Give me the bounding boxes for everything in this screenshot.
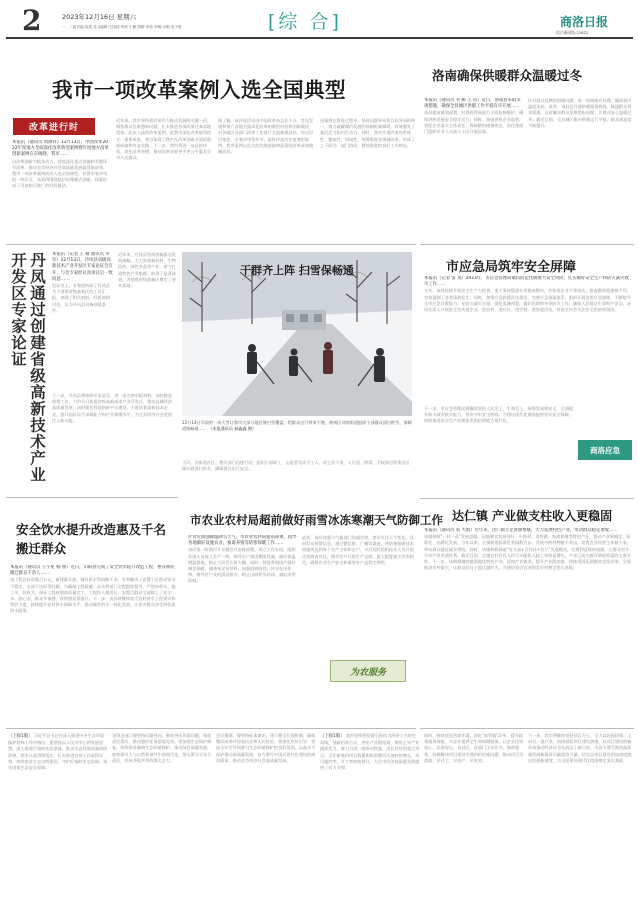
main-headline: 我市一项改革案例入选全国典型 <box>52 78 346 102</box>
pipes-article-col1: 本报讯（通讯员 李 姬 王 苗）近日，洛南县采取多项措施，确保全县城区供暖工作平稳有序开展…… 该县提前谋划部署，对供热管网进行全面检修维护，确保供热设施安全稳定运行。同时，加强供热企业监管，督促企业落实主体责任，保障燃料储备充足。县住建部门组织专业人员深入小区开展巡查。 <box>424 98 524 135</box>
continued-right-col2: 同时，持续优化营商环境，深化"放管服"改革，提升政务服务效能，为企业提供全生命周期服务，让企业投资放心、发展安心。各县区、各部门主动作为，靠前服务，协调解决项目建设中遇到的困难问题，推动项目早落地、早开工、早投产、早见效。 <box>424 733 524 763</box>
continued-left-label: （上接1版） <box>8 734 33 739</box>
left-divider-2 <box>6 497 178 498</box>
agri-title: 市农业农村局超前做好雨雪冰冻寒潮天气防御工作 <box>190 513 443 527</box>
reform-badge <box>13 118 95 135</box>
page-number: 2 <box>22 4 42 37</box>
center-fill-col: 当天，各街道社区、相关部门迅速行动，组织干部职工、志愿者及环卫工人，对主次干道、人行道、桥梁、学校周边等重点区域开展清扫作业，确保群众出行安全。 <box>182 460 410 472</box>
main-divider <box>6 244 416 245</box>
masthead-rule <box>6 37 633 39</box>
water-article: 本报讯（通讯员 王小星 杨 燕）近日，山阳县完成了安全饮水提升改造工程，惠及移民搬迁群众千余人…… 该工程总投资数百万元，新建蓄水池、铺设供水管网数千米，有效解决了安置小区群众饮水不稳定、水质不达标等问题。为确保工程质量，县水利部门全程跟踪督导，严把材料关、施工关、验收关，保证工程按期高质量完工。工程投入使用后，安置点群众全部喝上了安全水、放心水，群众幸福感、获得感显著提升。下一步，该县将继续加大农村供水工程建设和管护力度，持续提升农村供水保障水平，推动城乡供水一体化发展，让更多群众享受到优质供水服务。 <box>10 565 178 725</box>
weekday-text: 星期六 <box>116 13 137 21</box>
continued-right-col3: 下一步，我市将继续坚持项目为王，全力以赴抓招商、上项目、强产业，持续掀起项目建设热潮，以项目建设的新成效推动经济社会发展迈上新台阶，为奋力谱写陕西高质量发展新篇章贡献商洛力量，切实以项目建设的加速度跑出发展新速度，为全面建设现代化商洛奠定坚实基础。 <box>528 733 632 763</box>
agri-article-col2: 此外，该局加强与气象部门沟通会商，密切关注天气变化，及时发布预警信息，通过微信群、广播等渠道，将防寒保暖技术措施传达到每个生产主体和农户。灾后及时组织技术人员开展灾情调查评估，指导农户开展生产自救，最大限度减少灾害损失，确保农业生产安全和重要农产品稳定供给。 <box>302 535 414 565</box>
safety-byline: 本报讯（记者 雷 斐）2023年，市应急管理局紧扣防范化解重大安全风险，扎实做好安全生产和防灾减灾救灾工作…… <box>424 276 629 288</box>
masthead-right-info: 综合新闻版:23622 <box>556 30 589 35</box>
water-title-text: 安全饮水提升改造惠及千名搬迁群众 <box>16 522 167 556</box>
continued-left-col3: 会议强调，要坚持标本兼治，建立健全长效机制，确保整改成果经得起历史和人民检验。要强化宣传引导，营造全社会共同参与生态环境保护的良好氛围，以高水平保护推动高质量发展，奋力谱写中国式现代化建设的商洛篇章，推动全市经济社会高质量发展。 <box>216 733 316 763</box>
main-article-col2: 近年来，我市坚持把改革作为推动发展的关键一招，聚焦群众急难愁盼问题，扎实推进各项改革任务落地见效。此次入选的改革案例，是我市深化改革取得的又一重要成果，充分体现了我市在改革创新方面的积极探索和有益实践。下一步，我市将进一步总结经验，深化改革举措，推动改革成果更多更公平惠及全市人民群众。 <box>116 118 212 161</box>
right-divider-3 <box>420 728 634 729</box>
dazhai-article: 本报讯（通讯员 朱 大娟）近年来，达仁镇立足资源禀赋，大力发展特色产业，带动群众稳定增收…… 该镇按照"一村一品"发展思路，因地制宜发展茶叶、中药材、食用菌、畜禽养殖等特色产业，推动产业规模化、标准化、品牌化发展。今年以来，全镇新建标准化茶园数百亩，发展中药材种植千余亩，培育农业经营主体数十家，带动群众就近就业增收。同时，该镇积极探索"党支部+合作社+农户"发展模式，完善利益联结机制，让群众更多分享产业发展红利。截至目前，全镇农村居民人均可支配收入较上年明显增长，产业已成为群众增收致富的主要支柱。下一步，该镇将继续做强做优特色产业，延伸产业链条，提升产业附加值，持续巩固拓展脱贫攻坚成果，全面推进乡村振兴，让群众的日子越过越红火，为建设宜居宜业和美乡村奠定坚实基础。 <box>424 528 631 571</box>
section-title: [综 合] <box>268 11 342 33</box>
pipes-article-col2: 针对群众反映的供暖问题，第一时间响应处理，确保室内温度达标。此外，该县还开通供暖服务热线，畅通群众诉求渠道，及时解决群众急难愁盼问题，让群众安心温暖过冬。截至目前，全县城区集中供暖运行平稳，群众满意度不断提升。 <box>528 98 632 128</box>
pipes-title: 洛南确保供暖群众温暖过冬 <box>432 68 583 83</box>
agri-byline: 针对近期强降温降雪天气，市农业农村局提前部署，指导各地做好设施农业、畜禽养殖等防寒保暖工作…… <box>188 535 297 547</box>
tech-article-col3: 下一步，丹凤县将按照专家意见，进一步完善申报材料，加快推进创建工作，力争早日获批省级高新技术产业开发区，推动县域经济高质量发展。同时强化科技创新平台建设，引进培育高新技术企业，提升园区综合承载能力和产业集聚水平，为全县经济社会发展注入新动能。 <box>52 393 172 423</box>
masthead <box>0 0 638 40</box>
main-article-col3: 据了解，该评选活动由中国改革杂志社主办，旨在发现和推广各地全面深化改革的典型经验和创新做法，对各地区各部门改革工作进行全面梳理总结，经过层层推荐、专家评审等环节，最终评选出年度典型案例。我市案例以扎实的实践基础和显著的改革成效脱颖而出。 <box>218 118 314 155</box>
continued-left-col2: 各级各部门要坚持问题导向，聚焦突出环境问题，强化责任落实，推动整改任务落地见效。要加强生态保护修复，持续推进秦岭生态环境保护，推动绿色低碳发展，加快建设人与自然和谐共生的现代化。要压紧压实各方责任，形成齐抓共管的强大合力。 <box>112 733 212 763</box>
main-article-byline: 本报讯（通讯员 周源祥）12月13日，中国改革2022年度地方全面深化改革典型案例暨年度地方改革创新案例在京揭晓，我市…… <box>12 140 109 158</box>
agri-article-col1: 针对近期强降温降雪天气，市农业农村局提前部署，指导各地做好设施农业、畜禽养殖等防寒保暖工作…… 该局第一时间召开专题会议安排部署，成立工作专班，组织农技人员深入生产一线，指导农户加固棚室设施，做好保温增温措施，防止大风雪压垮大棚。同时，督促养殖场户做好圈舍保暖，储备充足饲草料，加强疫病防控。针对在田作物，指导农户及时清沟排水，防止田间积水结冰，减轻冻害影响。 <box>188 535 297 584</box>
water-title <box>16 520 176 558</box>
main-article-col1: 本报讯（通讯员 周源祥）12月13日，中国改革2022年度地方全面深化改革典型案例暨年度地方改革创新案例在京揭晓，我市…… 以改革创新为根本动力，持续深化重点领域和关键环节改革，推动全市经济社会高质量发展取得新成效。我市一项改革案例成功入选全国典型，获得专家评审组一致认可。该案例围绕基层治理模式创新，探索形成了可复制可推广的经验做法。 <box>12 140 109 189</box>
reform-badge-label: 改革进行时 <box>28 123 79 133</box>
paper-logo: 商洛日报 <box>560 15 609 29</box>
safety-article-2: 下一步，市应急管理局将继续坚持人民至上、生命至上，统筹发展和安全，全面提升防灾减灾救灾能力，坚决守牢安全底线，为建设现代化商洛提供坚实安全保障，持续推进安全生产治理体系和治理能力现代化。 <box>424 406 573 424</box>
emergency-badge-label: 商洛应急 <box>590 445 620 455</box>
photo-caption <box>182 420 412 456</box>
right-divider-1 <box>420 244 634 245</box>
photo-caption-title: 干群齐上阵 扫雪保畅通 <box>240 264 354 277</box>
safety-article: 本报讯（记者 雷 斐）2023年，市应急管理局紧扣防范化解重大安全风险，扎实做好安全生产和防灾减灾救灾工作…… 全年，该局持续开展安全生产大检查、重大事故隐患专项排查整治，共检查企业千余家次，排查整改隐患数千项，有效遏制了各类事故发生。同时，加强应急救援队伍建设，完善应急预案体系，组织开展各类应急演练，不断提升全市应急处置能力。在防灾减灾方面，强化监测预警，做好汛期和冬季防灾工作，确保人民群众生命财产安全。该局还深入开展安全宣传进企业、进农村、进社区、进学校、进家庭活动，营造全社会关注安全的浓厚氛围。 <box>424 276 631 313</box>
pipes-byline: 本报讯（通讯员 李 姬 王 苗）近日，洛南县采取多项措施，确保全县城区供暖工作平稳有序开展…… <box>424 98 521 110</box>
tech-article-col1: 本报讯（记者 王 微 通讯员 李 军）12月13日，丹凤县省级高新技术产业开发区专家论证会召开，与会专家经认真审议后一致同意…… 论证会上，专家组听取了丹凤县关于创建省级高新区的工作汇报，审阅了相关材料，经质询和讨论，认为丹凤县具备创建条件。 <box>52 252 113 313</box>
photo-caption-text: 12月14日早晨的一场大雪让我市大部分地区被白雪覆盖，给群众出行带来不便。商州区刘湾街道组织干部群众清扫积雪，保障道路畅通…… <box>182 420 412 432</box>
issue-date <box>62 12 136 21</box>
snow-photo <box>182 252 412 416</box>
dazhai-byline: 本报讯（通讯员 朱 大娟）近年来，达仁镇立足资源禀赋，大力发展特色产业，带动群众稳定增收…… <box>424 528 618 533</box>
continued-left-col1: （上接1版） 习近平总书记在深入推进中央生态环境保护督察工作中指出，要坚持以人民为中心的发展思想，深入推进污染防治攻坚战，推动生态环境质量持续改善。我市认真贯彻落实，扎实推进各项工作取得实效，持续推进生态文明建设，守护好秦岭生态屏障，筑牢国家生态安全屏障。 <box>8 733 108 771</box>
editors-line: 一、二版责编:高妮 见习编辑:王国林 终校:王鹏 照排:李伟 审稿:余刚 电子版 <box>62 25 182 29</box>
bottom-main-divider <box>6 728 416 729</box>
safety-title: 市应急局筑牢安全屏障 <box>446 260 577 275</box>
continued-right-label: （上接1版） <box>320 734 345 739</box>
date-text: 2023年12月16日 <box>62 13 115 21</box>
tech-vertical-title: 丹凤通过创建省级高新技术产业开发区专家论证 <box>9 252 46 483</box>
agri-badge <box>330 660 406 682</box>
emergency-badge <box>578 440 632 460</box>
agri-badge-label: 为农服务 <box>349 667 386 678</box>
water-byline: 本报讯（通讯员 王小星 杨 燕）近日，山阳县完成了安全饮水提升改造工程，惠及移民搬迁群众千余人…… <box>10 565 175 577</box>
right-divider-2 <box>420 498 634 499</box>
main-article-col4: 该案例在推进过程中，坚持问题导向和目标导向相统一，着力破解制约发展的体制机制障碍，有效激发了基层活力和内生动力。同时，我市注重改革的系统性、整体性、协同性，统筹推进各领域改革，形成了上下联动、部门协同、整体推进的良好工作格局。 <box>320 118 416 148</box>
tech-byline: 本报讯（记者 王 微 通讯员 李 军）12月13日，丹凤县省级高新技术产业开发区专家论证会召开，与会专家经认真审议后一致同意…… <box>52 252 113 282</box>
photo-credit: （本报通讯员 郝鑫鑫 摄） <box>208 426 257 432</box>
dazhai-title: 达仁镇 产业做支柱收入更稳固 <box>452 509 613 523</box>
continued-right-col1: （上接1版） 我市坚持把招商引资作为经济工作的生命线，创新招商方式，突出产业链招商，聚焦主导产业精准发力，着力引进一批带动性强、成长性好的重大项目。全年新签约项目数量和投资额均实现较快增长，项目履约率、开工率持续提升，为全市经济高质量发展提供了有力支撑。 <box>320 733 420 771</box>
tech-article-col2: 近年来，丹凤县坚持创新驱动发展战略，大力发展新材料、生物医药、绿色食品等产业，着力打造特色产业集群，取得了显著成效，为创建省级高新区奠定了坚实基础。 <box>118 252 176 289</box>
